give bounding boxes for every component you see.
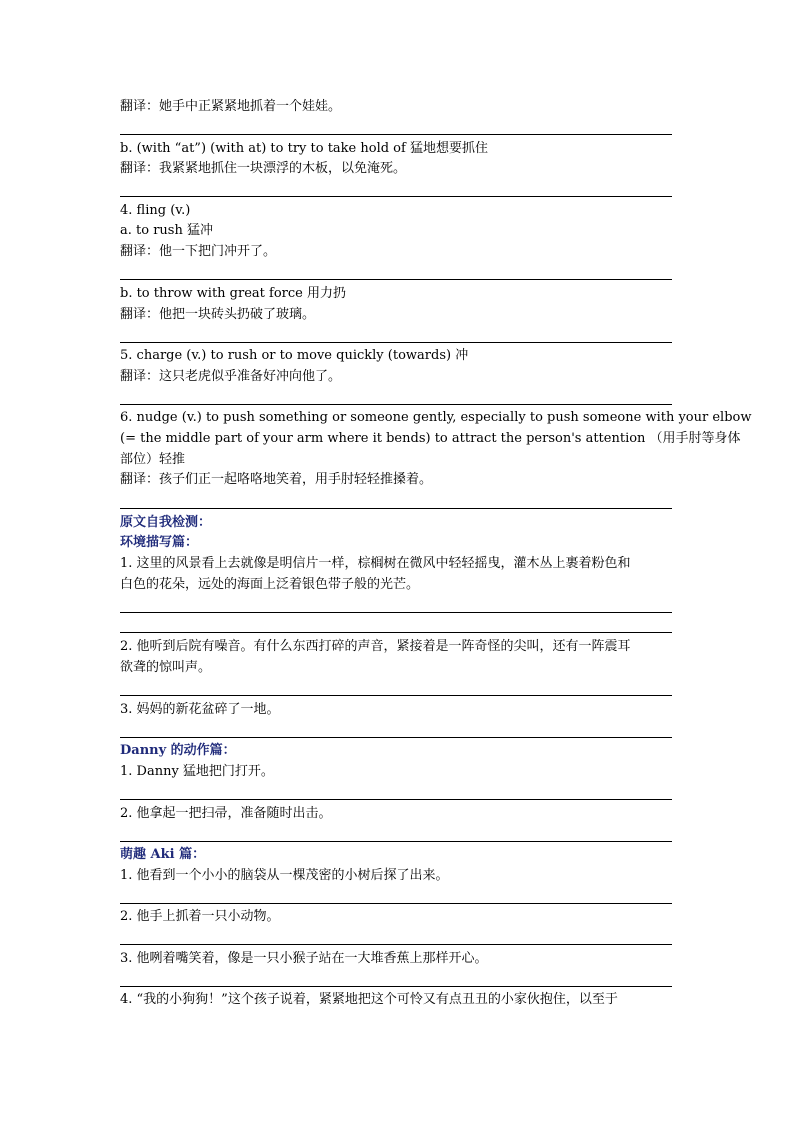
- answer-line: [120, 508, 672, 509]
- answer-line: [120, 903, 672, 904]
- section-title: Danny 的动作篇：: [120, 743, 236, 758]
- translation-line: 翻译：他把一块砖头扔破了玻璃。: [120, 307, 316, 322]
- answer-line: [120, 695, 672, 696]
- translation-line: 翻译：她手中正紧紧地抓着一个娃娃。: [120, 99, 342, 114]
- answer-line: [120, 799, 672, 800]
- definition-line: b. to throw with great force 用力扔: [120, 286, 346, 301]
- translation-line: 翻译：他一下把门冲开了。: [120, 244, 277, 259]
- exercise-item: 欲聋的惊叫声。: [120, 660, 212, 675]
- translation-line: 翻译：我紧紧地抓住一块漂浮的木板，以免淹死。: [120, 161, 407, 176]
- exercise-item: 1. 这里的风景看上去就像是明信片一样，棕榈树在微风中轻轻摇曳，灌木丛上裹着粉色和: [120, 556, 631, 571]
- exercise-item: 1. Danny 猛地把门打开。: [120, 764, 274, 779]
- exercise-item: 4. “我的小狗狗！”这个孩子说着，紧紧地把这个可怜又有点丑丑的小家伙抱住，以至于: [120, 992, 618, 1007]
- exercise-item: 2. 他听到后院有噪音。有什么东西打碎的声音，紧接着是一阵奇怪的尖叫，还有一阵震耳: [120, 639, 631, 654]
- vocab-heading: 5. charge (v.) to rush or to move quickly (towards) 冲: [120, 348, 469, 363]
- exercise-item: 1. 他看到一个小小的脑袋从一棵茂密的小树后探了出来。: [120, 868, 449, 883]
- answer-line: [120, 279, 672, 280]
- answer-line: [120, 986, 672, 987]
- vocab-heading: 4. fling (v.): [120, 203, 191, 218]
- definition-line: a. to rush 猛冲: [120, 223, 213, 238]
- section-subtitle: 环境描写篇：: [120, 535, 199, 550]
- exercise-item: 3. 妈妈的新花盆碎了一地。: [120, 702, 280, 717]
- answer-line: [120, 841, 672, 842]
- exercise-item: 3. 他咧着嘴笑着，像是一只小猴子站在一大堆香蕉上那样开心。: [120, 951, 488, 966]
- definition-line: 部位）轻推: [120, 452, 186, 467]
- answer-line: [120, 944, 672, 945]
- answer-line: [120, 612, 672, 613]
- translation-line: 翻译：这只老虎似乎准备好冲向他了。: [120, 369, 342, 384]
- answer-line: [120, 737, 672, 738]
- definition-line: (= the middle part of your arm where it bends) to attract the person's attention （用手肘等身体: [120, 431, 741, 446]
- answer-line: [120, 196, 672, 197]
- exercise-item: 2. 他拿起一把扫帚，准备随时出击。: [120, 806, 332, 821]
- section-title: 原文自我检测：: [120, 515, 212, 530]
- translation-line: 翻译：孩子们正一起咯咯地笑着，用手肘轻轻推搡着。: [120, 472, 433, 487]
- answer-line: [120, 342, 672, 343]
- vocab-heading: 6. nudge (v.) to push something or someone gently, especially to push someone with your elbow: [120, 410, 752, 425]
- definition-line: b. (with “at”) (with at) to try to take hold of 猛地想要抓住: [120, 141, 488, 156]
- answer-line: [120, 404, 672, 405]
- exercise-item: 白色的花朵，远处的海面上泛着银色带子般的光芒。: [120, 577, 420, 592]
- exercise-item: 2. 他手上抓着一只小动物。: [120, 909, 280, 924]
- section-title: 萌趣 Aki 篇：: [120, 847, 206, 862]
- answer-line: [120, 632, 672, 633]
- answer-line: [120, 134, 672, 135]
